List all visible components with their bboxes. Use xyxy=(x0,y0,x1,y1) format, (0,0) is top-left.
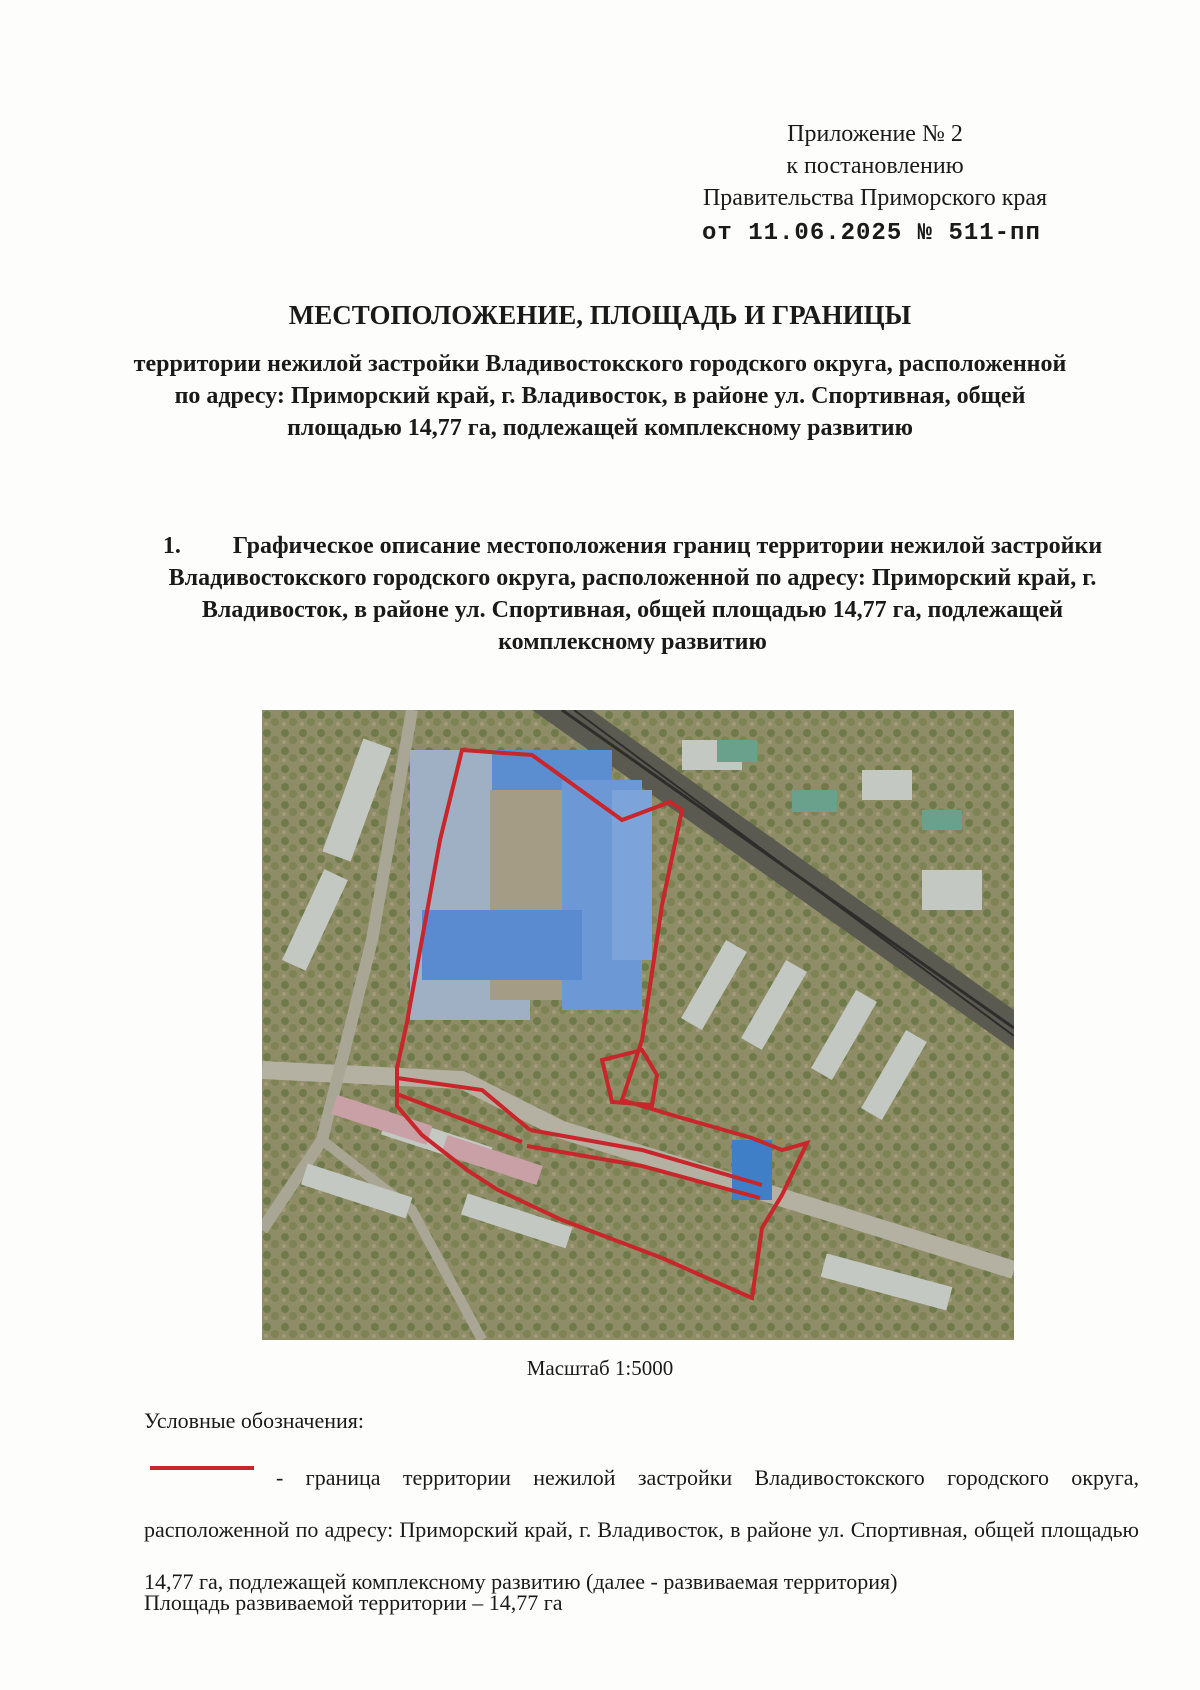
section-heading xyxy=(140,530,1125,658)
document-subtitle: территории нежилой застройки Владивостокского городского округа, расположенной по адресу: Приморский край, г. Владивосток, в районе ул. Спортивная, общей площадью 14,77 га, подлежащей комплексному развитию xyxy=(133,351,1067,441)
legend-description: - граница территории нежилой застройки Владивостокского городского округа, расположенной по адресу: Приморский край, г. Владивосток, в районе ул. Спортивная, общей площадью 14,77 га, подлежащей комплексному развитию (далее - развиваемая территория) xyxy=(144,1465,1139,1594)
map-svg xyxy=(262,710,1014,1340)
document-title: МЕСТОПОЛОЖЕНИЕ, ПЛОЩАДЬ И ГРАНИЦЫ xyxy=(288,300,912,330)
section-text: Графическое описание местоположения границ территории нежилой застройки Владивостокского городского округа, расположенной по адресу: Приморский край, г. Владивосток, в районе ул. Спортивная, общей площадью 14,77 га, подлежащей комплексному развитию xyxy=(168,533,1103,655)
map-scale: Масштаб 1:5000 xyxy=(526,1356,674,1380)
legend-title: Условные обозначения: xyxy=(144,1408,365,1433)
appendix-authority: Правительства Приморского края xyxy=(702,185,1048,211)
area-statement: Площадь развиваемой территории – 14,77 га xyxy=(144,1590,563,1615)
appendix-reference: к постановлению xyxy=(786,153,964,179)
section-number: 1. xyxy=(162,533,181,559)
decree-stamp: от 11.06.2025 № 511-пп xyxy=(702,220,1041,247)
satellite-map xyxy=(262,710,1014,1340)
building-roof xyxy=(422,910,582,980)
appendix-block xyxy=(640,118,1110,247)
appendix-number: Приложение № 2 xyxy=(787,121,963,147)
